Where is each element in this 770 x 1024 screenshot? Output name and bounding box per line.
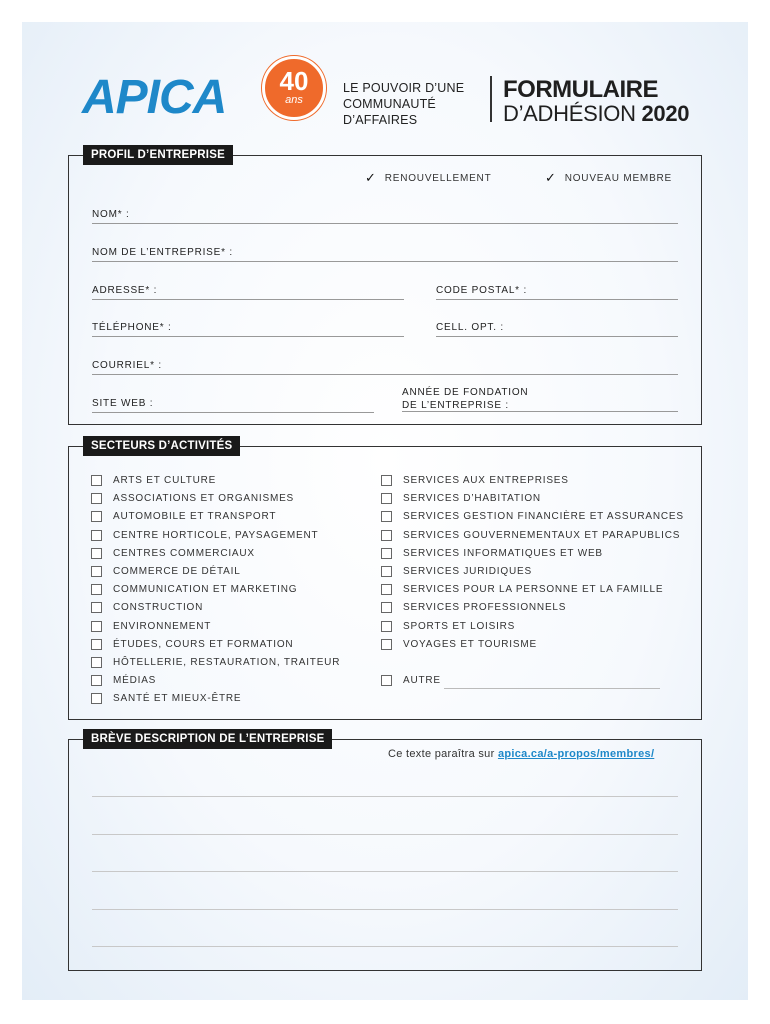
sector-label: CENTRES COMMERCIAUX (113, 547, 255, 559)
sector-option[interactable] (381, 637, 684, 655)
sector-label: ASSOCIATIONS ET ORGANISMES (113, 493, 295, 505)
autre-input-line[interactable] (444, 688, 660, 689)
profile-section-title: PROFIL D’ENTREPRISE (83, 145, 233, 165)
sector-option[interactable] (91, 582, 340, 600)
postal-code-field[interactable] (436, 284, 678, 300)
sector-label: CONSTRUCTION (113, 602, 204, 614)
apica-logo (82, 56, 332, 126)
checkbox[interactable] (91, 639, 102, 650)
checkbox[interactable] (381, 530, 392, 541)
checkbox[interactable] (91, 675, 102, 686)
sector-label: SERVICES GESTION FINANCIÈRE ET ASSURANCES (403, 511, 684, 523)
founding-year-label-line2: DE L’ENTREPRISE : (402, 400, 509, 411)
checkbox[interactable] (381, 584, 392, 595)
sector-label: SERVICES D’HABITATION (403, 493, 541, 505)
form-title: FORMULAIRE (503, 76, 658, 103)
check-icon: ✓ (545, 170, 557, 185)
address-label: ADRESSE* : (92, 285, 158, 296)
checkbox[interactable] (91, 584, 102, 595)
checkbox[interactable] (381, 493, 392, 504)
sector-option[interactable] (381, 582, 684, 600)
sector-label: SERVICES JURIDIQUES (403, 565, 532, 577)
tagline-line: LE POUVOIR D’UNE (343, 81, 465, 95)
form-year: 2020 (641, 101, 690, 126)
address-field[interactable] (92, 284, 404, 300)
website-label: SITE WEB : (92, 398, 154, 409)
sector-label: CENTRE HORTICOLE, PAYSAGEMENT (113, 529, 319, 541)
new-member-label: NOUVEAU MEMBRE (564, 173, 673, 184)
checkbox[interactable] (381, 675, 392, 686)
sector-label: HÔTELLERIE, RESTAURATION, TRAITEUR (113, 656, 341, 668)
tagline-line: D’AFFAIRES (343, 113, 418, 127)
sector-option[interactable] (381, 491, 684, 509)
founding-year-field[interactable] (402, 411, 678, 412)
sector-option[interactable] (91, 546, 340, 564)
members-page-link[interactable]: apica.ca/a-propos/membres/ (497, 748, 655, 760)
sector-option[interactable] (91, 473, 340, 491)
tagline (343, 80, 483, 128)
checkbox[interactable] (91, 657, 102, 668)
founding-year-label-line1: ANNÉE DE FONDATION (402, 387, 529, 398)
sector-label: SERVICES GOUVERNEMENTAUX ET PARAPUBLICS (403, 529, 681, 541)
sectors-left-column (91, 473, 340, 709)
checkbox[interactable] (381, 475, 392, 486)
checkbox[interactable] (381, 511, 392, 522)
sector-label: AUTOMOBILE ET TRANSPORT (113, 511, 277, 523)
sector-option[interactable] (91, 655, 340, 673)
checkbox[interactable] (91, 548, 102, 559)
sector-option[interactable] (91, 491, 340, 509)
checkbox[interactable] (91, 511, 102, 522)
sector-option[interactable] (91, 619, 340, 637)
company-name-field[interactable] (92, 246, 678, 262)
checkbox[interactable] (91, 621, 102, 632)
sector-label: MÉDIAS (113, 675, 157, 687)
checkbox[interactable] (91, 475, 102, 486)
founding-year-label (402, 386, 528, 412)
phone-label: TÉLÉPHONE* : (92, 322, 172, 333)
sector-label: SERVICES POUR LA PERSONNE ET LA FAMILLE (403, 584, 664, 596)
description-line[interactable] (92, 871, 678, 872)
sector-label: ENVIRONNEMENT (113, 620, 212, 632)
description-section-title: BRÈVE DESCRIPTION DE L’ENTREPRISE (83, 729, 332, 749)
checkbox[interactable] (91, 566, 102, 577)
email-label: COURRIEL* : (92, 360, 162, 371)
sector-option[interactable] (381, 473, 684, 491)
checkbox[interactable] (91, 602, 102, 613)
phone-field[interactable] (92, 321, 404, 337)
sector-option[interactable] (91, 637, 340, 655)
header-divider (490, 76, 492, 122)
name-label: NOM* : (92, 209, 130, 220)
autre-label: AUTRE (403, 675, 441, 687)
cell-label: CELL. OPT. : (436, 322, 504, 333)
sector-label: SERVICES PROFESSIONNELS (403, 602, 567, 614)
anniversary-badge (262, 56, 326, 120)
checkbox[interactable] (381, 602, 392, 613)
checkbox[interactable] (91, 530, 102, 541)
sectors-section-title: SECTEURS D’ACTIVITÉS (83, 436, 240, 456)
checkbox[interactable] (381, 621, 392, 632)
sector-option[interactable] (381, 564, 684, 582)
description-line[interactable] (92, 834, 678, 835)
description-line[interactable] (92, 946, 678, 947)
sector-label: ÉTUDES, COURS ET FORMATION (113, 638, 294, 650)
sector-option[interactable] (91, 691, 340, 709)
sector-option[interactable] (381, 600, 684, 618)
postal-code-label: CODE POSTAL* : (436, 285, 528, 296)
tagline-line: COMMUNAUTÉ (343, 97, 436, 111)
sector-option[interactable] (91, 600, 340, 618)
checkbox[interactable] (91, 493, 102, 504)
check-icon: ✓ (365, 170, 377, 185)
name-field[interactable] (92, 208, 678, 224)
checkbox[interactable] (381, 548, 392, 559)
company-name-label: NOM DE L’ENTREPRISE* : (92, 247, 233, 258)
new-member-checkbox[interactable] (545, 170, 672, 186)
sector-option[interactable] (381, 509, 684, 527)
website-field[interactable] (92, 397, 374, 413)
badge-suffix: ans (285, 94, 303, 106)
form-subtitle (503, 101, 689, 127)
renewal-checkbox[interactable] (365, 170, 491, 186)
sector-option[interactable] (91, 528, 340, 546)
checkbox[interactable] (381, 639, 392, 650)
sector-option[interactable] (381, 619, 684, 637)
description-line[interactable] (92, 796, 678, 797)
description-line[interactable] (92, 909, 678, 910)
cell-field[interactable] (436, 321, 678, 337)
sector-label: SPORTS ET LOISIRS (403, 620, 516, 632)
description-note (388, 748, 654, 760)
description-note-text: Ce texte paraîtra sur (388, 748, 495, 760)
logo-wordmark: APICA (82, 71, 227, 124)
sector-label: COMMERCE DE DÉTAIL (113, 565, 241, 577)
sector-label: ARTS ET CULTURE (113, 475, 217, 486)
sector-option[interactable] (381, 528, 684, 546)
email-field[interactable] (92, 359, 678, 375)
sector-label: SANTÉ ET MIEUX-ÊTRE (113, 693, 242, 705)
checkbox[interactable] (91, 693, 102, 704)
sector-option[interactable] (91, 673, 340, 691)
sector-label: SERVICES INFORMATIQUES ET WEB (403, 547, 603, 559)
checkbox[interactable] (381, 566, 392, 577)
badge-number: 40 (279, 66, 309, 96)
sector-option[interactable] (381, 546, 684, 564)
sector-label: VOYAGES ET TOURISME (403, 638, 537, 650)
sector-option[interactable] (91, 564, 340, 582)
sectors-right-column (381, 473, 684, 691)
form-subtitle-text: D’ADHÉSION (503, 101, 636, 126)
description-section (68, 733, 702, 971)
sector-option[interactable] (91, 509, 340, 527)
renewal-label: RENOUVELLEMENT (384, 173, 492, 184)
sector-label: COMMUNICATION ET MARKETING (113, 584, 298, 596)
sector-label: SERVICES AUX ENTREPRISES (403, 475, 569, 486)
